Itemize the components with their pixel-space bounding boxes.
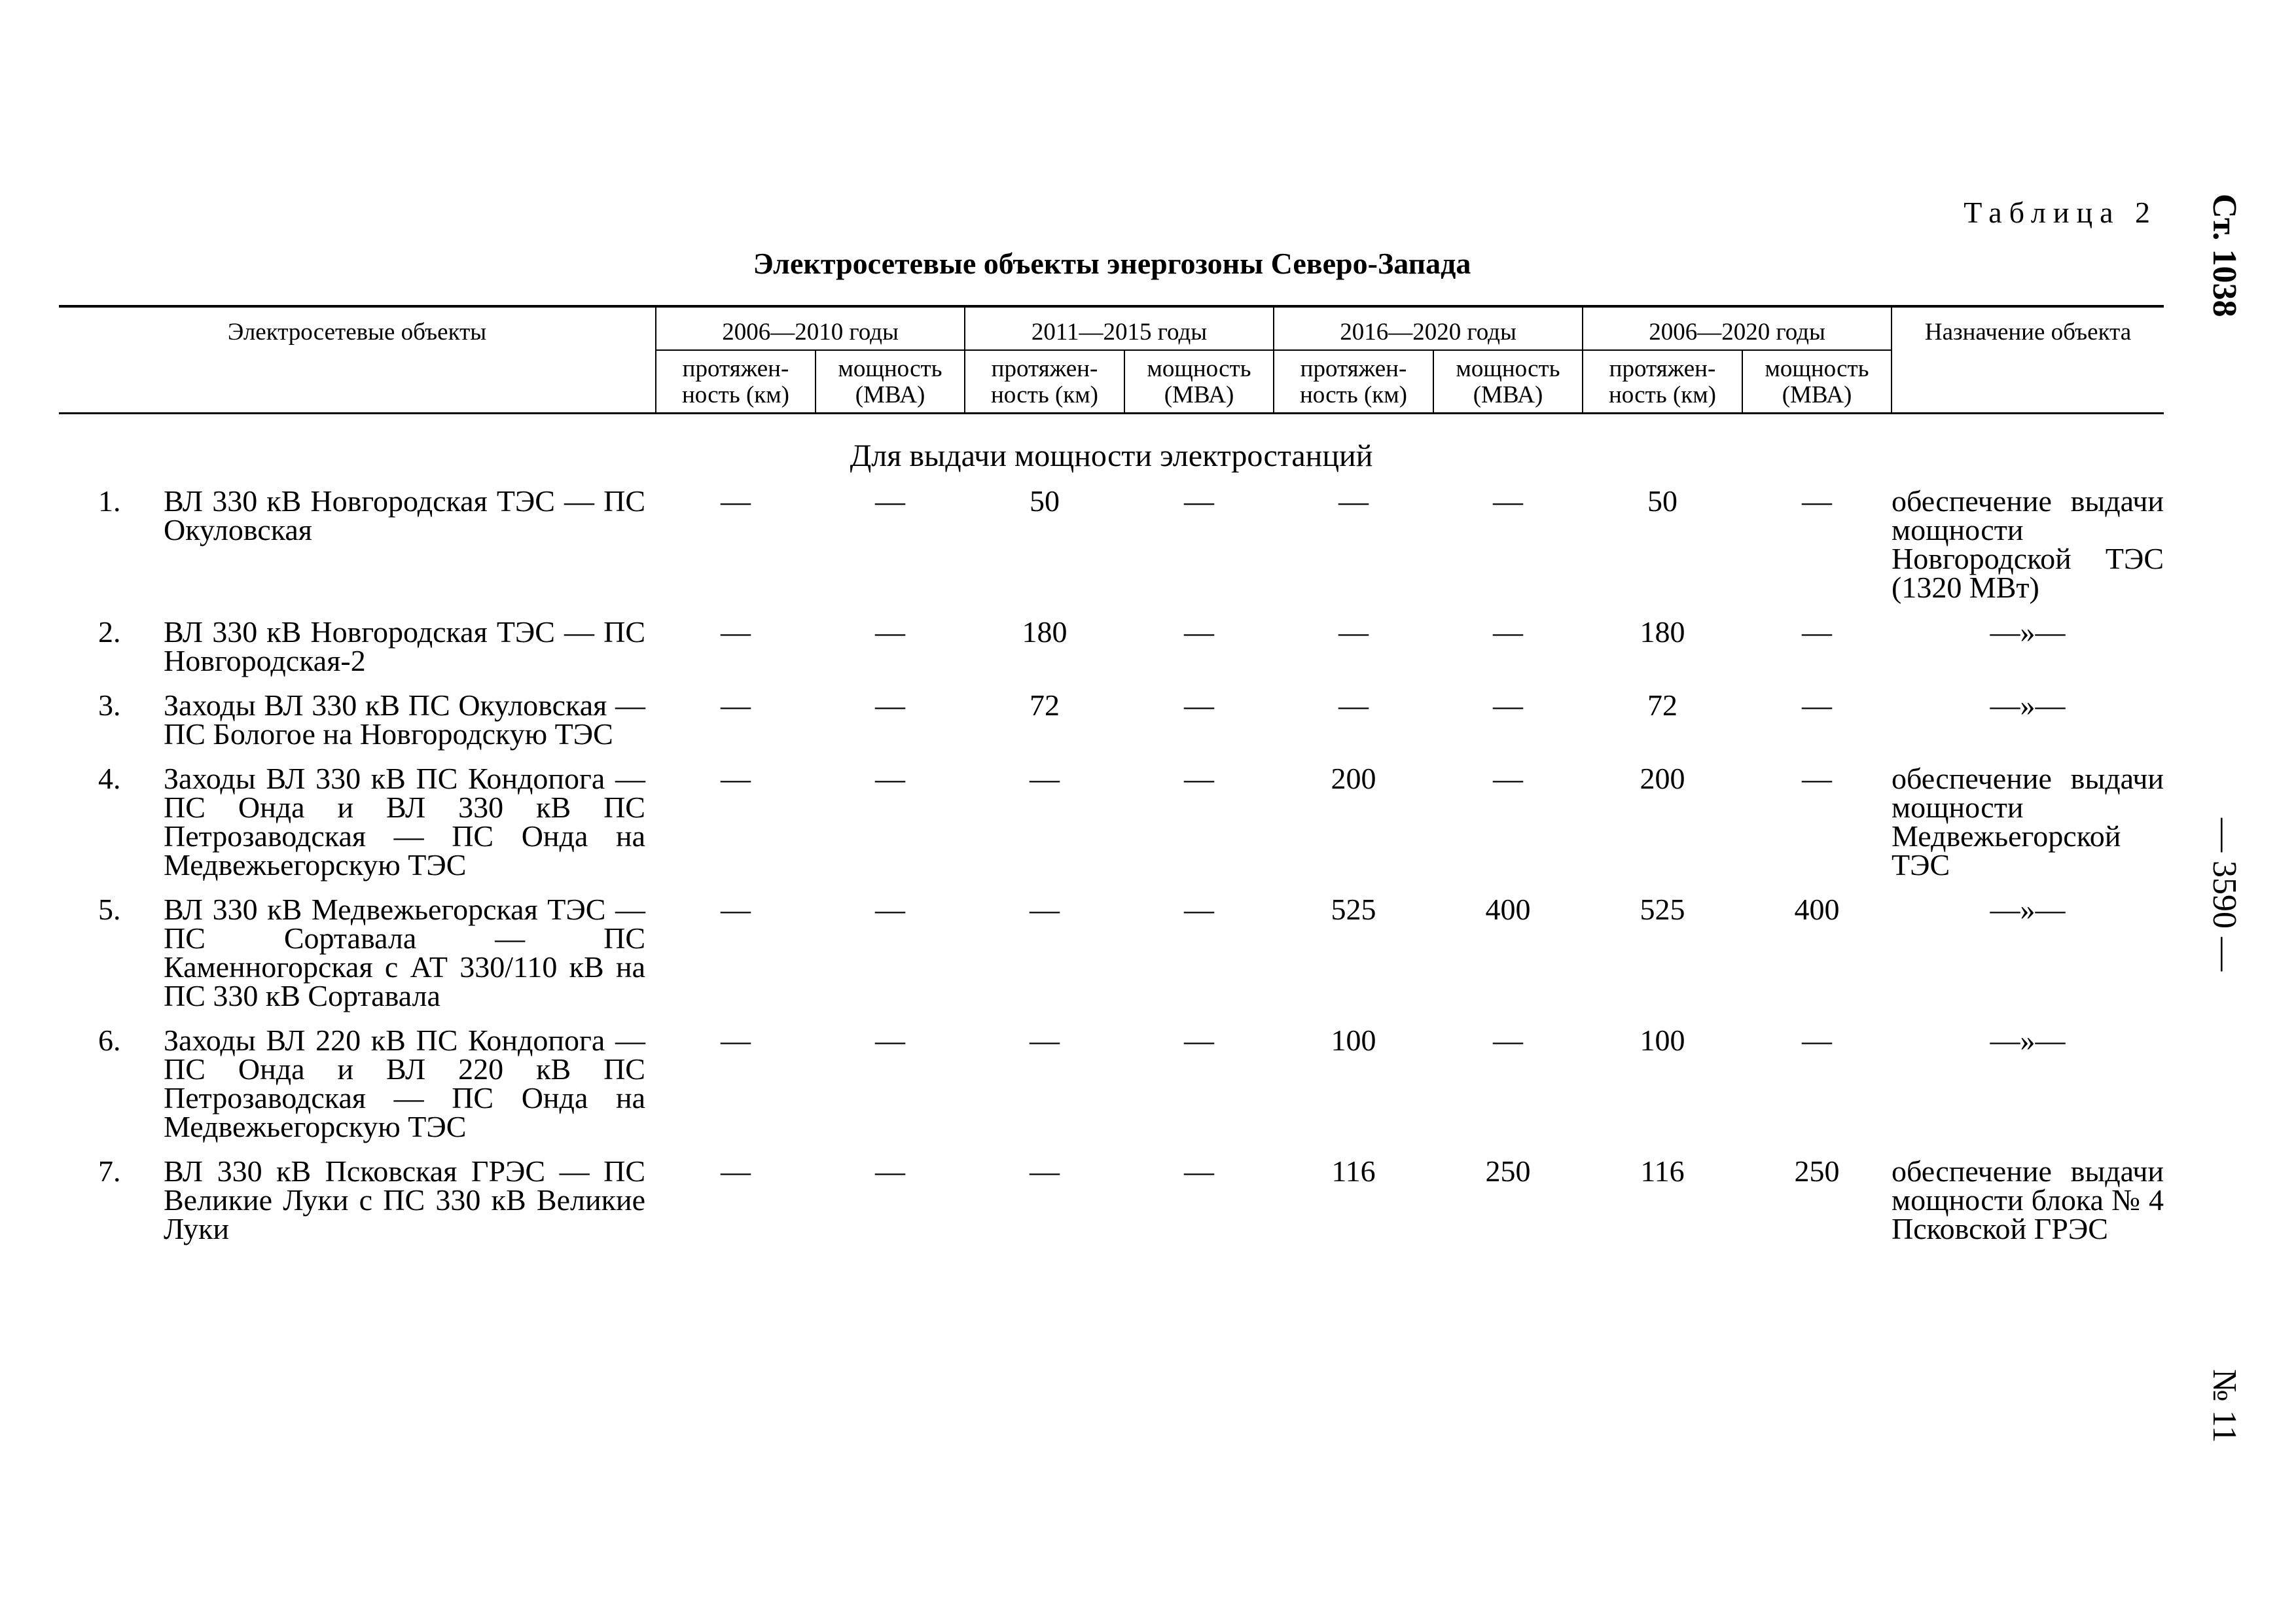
power-value: — bbox=[1493, 688, 1523, 722]
power-value: — bbox=[1184, 1024, 1214, 1057]
length-value: 180 bbox=[1022, 615, 1067, 649]
header-objects: Электросетевые объекты bbox=[59, 306, 656, 414]
table-row bbox=[59, 487, 2164, 618]
row-number: 2. bbox=[98, 615, 121, 649]
data-table bbox=[59, 305, 2164, 1259]
table-row bbox=[59, 764, 2164, 895]
margin-issue-number: № 11 bbox=[2206, 1369, 2243, 1443]
object-name: ВЛ 330 кВ Новгородская ТЭС — ПС Новгородская-2 bbox=[164, 615, 645, 677]
length-value: 180 bbox=[1640, 615, 1685, 649]
margin-article-number: Ст. 1038 bbox=[2206, 194, 2243, 317]
length-value: 525 bbox=[1331, 893, 1376, 926]
power-value: — bbox=[1493, 615, 1523, 649]
power-value: — bbox=[1802, 484, 1832, 518]
margin-page-number: — 3590 — bbox=[2206, 818, 2243, 971]
header-length: протяжен-ность (км) bbox=[1274, 350, 1433, 414]
purpose-cell: обеспечение выдачи мощности Медвежьегорской ТЭС bbox=[1892, 762, 2164, 882]
header-power: мощность (МВА) bbox=[1433, 350, 1583, 414]
power-value: — bbox=[875, 1024, 905, 1057]
length-value: 50 bbox=[1647, 484, 1677, 518]
object-cell bbox=[59, 895, 656, 1026]
object-cell bbox=[59, 688, 656, 764]
power-value: — bbox=[1184, 762, 1214, 795]
row-number: 4. bbox=[98, 762, 121, 795]
header-power: мощность (МВА) bbox=[1124, 350, 1274, 414]
power-value: — bbox=[875, 688, 905, 722]
power-value: — bbox=[1184, 615, 1214, 649]
length-value: — bbox=[1030, 893, 1060, 926]
section-heading: Для выдачи мощности электростанций bbox=[850, 438, 1373, 473]
object-cell bbox=[59, 1026, 656, 1157]
header-period: 2006—2010 годы bbox=[656, 306, 965, 350]
row-number: 3. bbox=[98, 688, 121, 722]
header-power: мощность (МВА) bbox=[816, 350, 965, 414]
length-value: 116 bbox=[1640, 1154, 1685, 1188]
object-name: ВЛ 330 кВ Новгородская ТЭС — ПС Окуловская bbox=[164, 484, 645, 546]
object-cell bbox=[59, 1154, 656, 1259]
power-value: — bbox=[1802, 688, 1832, 722]
header-power: мощность (МВА) bbox=[1742, 350, 1892, 414]
table-title: Электросетевые объекты энергозоны Северо-Запада bbox=[753, 247, 1471, 280]
power-value: — bbox=[1184, 688, 1214, 722]
purpose-cell: —»— bbox=[1990, 688, 2066, 722]
length-value: — bbox=[721, 1154, 751, 1188]
power-value: — bbox=[1802, 762, 1832, 795]
table-row bbox=[59, 1157, 2164, 1259]
header-length: протяжен-ность (км) bbox=[965, 350, 1124, 414]
header-length: протяжен-ность (км) bbox=[656, 350, 816, 414]
power-value: — bbox=[1493, 762, 1523, 795]
length-value: — bbox=[721, 484, 751, 518]
header-period: 2011—2015 годы bbox=[965, 306, 1274, 350]
power-value: 400 bbox=[1485, 893, 1531, 926]
power-value: 400 bbox=[1794, 893, 1840, 926]
power-value: — bbox=[875, 762, 905, 795]
length-value: 100 bbox=[1640, 1024, 1685, 1057]
header-period: 2016—2020 годы bbox=[1274, 306, 1583, 350]
table-row bbox=[59, 691, 2164, 764]
length-value: — bbox=[721, 615, 751, 649]
length-value: — bbox=[1338, 688, 1369, 722]
power-value: 250 bbox=[1794, 1154, 1840, 1188]
purpose-cell: обеспечение выдачи мощности Новгородской ТЭС (1320 МВт) bbox=[1892, 484, 2164, 604]
table-row bbox=[59, 1026, 2164, 1157]
object-name: ВЛ 330 кВ Псковская ГРЭС — ПС Великие Луки с ПС 330 кВ Великие Луки bbox=[164, 1154, 645, 1245]
power-value: — bbox=[1493, 1024, 1523, 1057]
purpose-cell: —»— bbox=[1990, 893, 2066, 926]
header-length: протяжен-ность (км) bbox=[1583, 350, 1742, 414]
object-name: Заходы ВЛ 330 кВ ПС Окуловская — ПС Бологое на Новгородскую ТЭС bbox=[164, 688, 645, 751]
power-value: — bbox=[1802, 615, 1832, 649]
purpose-cell: —»— bbox=[1990, 615, 2066, 649]
length-value: — bbox=[721, 1024, 751, 1057]
purpose-cell: обеспечение выдачи мощности блока № 4 Псковской ГРЭС bbox=[1892, 1154, 2164, 1245]
object-cell bbox=[59, 764, 656, 895]
length-value: 200 bbox=[1331, 762, 1376, 795]
table-label: Таблица 2 bbox=[1964, 196, 2157, 229]
length-value: — bbox=[1338, 615, 1369, 649]
power-value: — bbox=[1184, 1154, 1214, 1188]
length-value: — bbox=[721, 762, 751, 795]
length-value: — bbox=[1030, 762, 1060, 795]
purpose-cell: —»— bbox=[1990, 1024, 2066, 1057]
power-value: — bbox=[875, 484, 905, 518]
power-value: — bbox=[1184, 484, 1214, 518]
power-value: — bbox=[875, 893, 905, 926]
power-value: — bbox=[875, 615, 905, 649]
length-value: 525 bbox=[1640, 893, 1685, 926]
table-row bbox=[59, 895, 2164, 1026]
table-header bbox=[59, 306, 2164, 414]
power-value: — bbox=[1493, 484, 1523, 518]
length-value: 116 bbox=[1331, 1154, 1376, 1188]
row-number: 1. bbox=[98, 484, 121, 518]
row-number: 5. bbox=[98, 893, 121, 926]
length-value: — bbox=[1030, 1154, 1060, 1188]
power-value: — bbox=[875, 1154, 905, 1188]
object-cell bbox=[59, 484, 656, 618]
length-value: 72 bbox=[1030, 688, 1060, 722]
length-value: 200 bbox=[1640, 762, 1685, 795]
header-period: 2006—2020 годы bbox=[1583, 306, 1892, 350]
object-name: Заходы ВЛ 330 кВ ПС Кондопога — ПС Онда и ВЛ 330 кВ ПС Петрозаводская — ПС Онда на Медвежьегорскую ТЭС bbox=[164, 762, 645, 882]
object-name: Заходы ВЛ 220 кВ ПС Кондопога — ПС Онда и ВЛ 220 кВ ПС Петрозаводская — ПС Онда на Медвежьегорскую ТЭС bbox=[164, 1024, 645, 1143]
length-value: — bbox=[1030, 1024, 1060, 1057]
power-value: 250 bbox=[1485, 1154, 1531, 1188]
length-value: 100 bbox=[1331, 1024, 1376, 1057]
length-value: — bbox=[1338, 484, 1369, 518]
length-value: 72 bbox=[1647, 688, 1677, 722]
table-row bbox=[59, 618, 2164, 691]
object-cell bbox=[59, 615, 656, 691]
power-value: — bbox=[1802, 1024, 1832, 1057]
header-purpose: Назначение объекта bbox=[1892, 306, 2164, 414]
length-value: — bbox=[721, 893, 751, 926]
table-body bbox=[59, 414, 2164, 1260]
power-value: — bbox=[1184, 893, 1214, 926]
row-number: 6. bbox=[98, 1024, 121, 1057]
object-name: ВЛ 330 кВ Медвежьегорская ТЭС — ПС Сортавала — ПС Каменногорская с АТ 330/110 кВ на ПС 330 кВ Сортавала bbox=[164, 893, 645, 1012]
row-number: 7. bbox=[98, 1154, 121, 1188]
length-value: — bbox=[721, 688, 751, 722]
length-value: 50 bbox=[1030, 484, 1060, 518]
